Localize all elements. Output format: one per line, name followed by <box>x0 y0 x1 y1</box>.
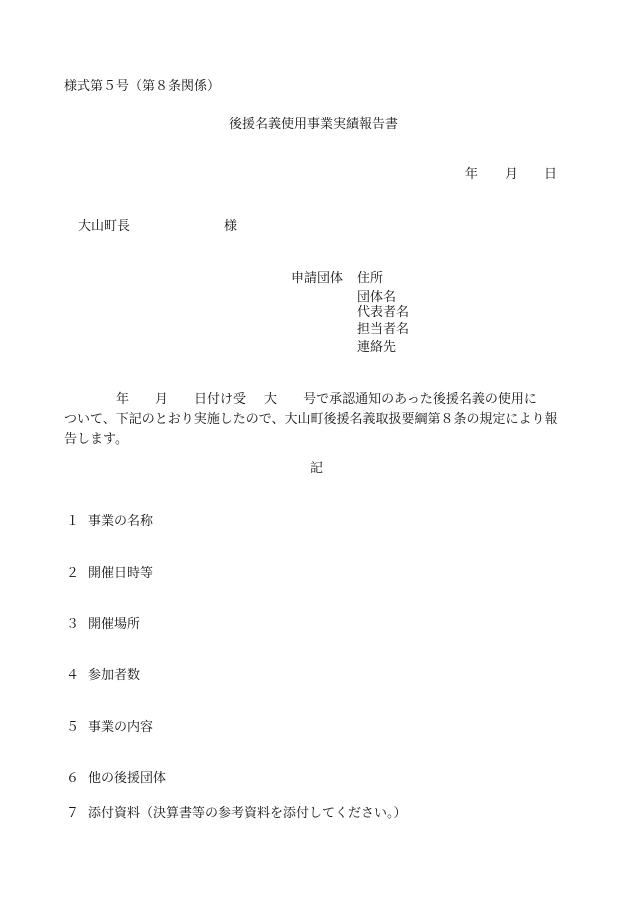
paragraph-line-1: 年 月 日付け受 大 号で承認通知のあった後援名義の使用に <box>116 392 537 407</box>
list-item: ２ 開催日時等 <box>66 566 154 581</box>
applicant-field-address: 住所 <box>357 271 384 286</box>
applicant-field-contact: 連絡先 <box>357 340 397 355</box>
applicant-field-representative: 代表者名 <box>357 305 410 320</box>
list-item: ３ 開催場所 <box>66 617 141 632</box>
list-item: ７ 添付資料（決算書等の参考資料を添付してください。） <box>66 806 407 821</box>
list-item: ５ 事業の内容 <box>66 720 154 735</box>
list-item: １ 事業の名称 <box>66 514 154 529</box>
report-paragraph <box>64 390 570 450</box>
form-number: 様式第５号（第８条関係） <box>64 79 221 94</box>
applicant-field-contact-person: 担当者名 <box>357 322 410 337</box>
document-title: 後援名義使用事業実績報告書 <box>229 117 399 132</box>
applicant-label: 申請団体 <box>291 271 344 286</box>
date-day: 日 <box>544 167 558 182</box>
list-item: ４ 参加者数 <box>66 668 141 683</box>
list-item: ６ 他の後援団体 <box>66 771 167 786</box>
applicant-field-org-name: 団体名 <box>357 290 397 305</box>
paragraph-line-3: 告します。 <box>64 432 128 447</box>
addressee-honorific: 様 <box>224 219 238 234</box>
paragraph-line-2: ついて、下記のとおり実施したので、大山町後援名義取扱要綱第８条の規定により報 <box>64 412 558 427</box>
ki-heading: 記 <box>310 461 324 476</box>
date-month: 月 <box>505 167 519 182</box>
addressee-name: 大山町長 <box>78 219 131 234</box>
date-year: 年 <box>465 167 479 182</box>
